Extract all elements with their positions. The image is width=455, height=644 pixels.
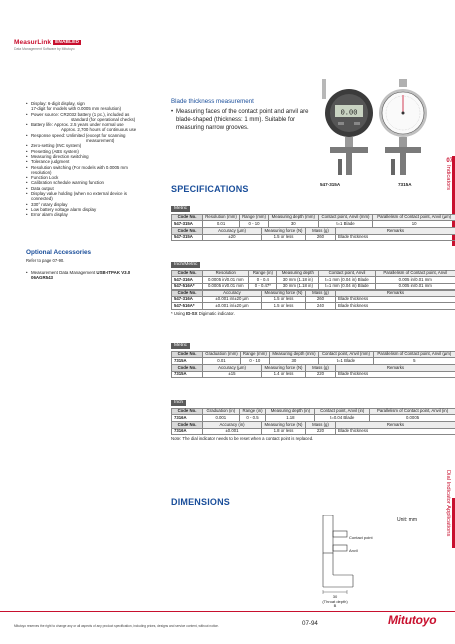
- table-cell: Blade thickness: [336, 303, 455, 309]
- feature-item: • Display: 6-digit display, sign: [26, 101, 144, 106]
- header-cell: Code No.: [172, 271, 203, 277]
- header-cell: Graduation (mm): [203, 352, 241, 358]
- header-cell: Contact point, Anvil: [319, 271, 375, 277]
- spec-table: [171, 227, 455, 241]
- header-cell: Remarks: [336, 422, 455, 428]
- spec-table: [171, 408, 455, 422]
- feature-item: Approx. 2,700 hours of continuous use: [61, 127, 137, 133]
- table-cell: Blade thickness: [336, 428, 455, 434]
- header-cell: Measuring force (N): [262, 365, 306, 371]
- dial-thickness-gauge-image: [375, 77, 431, 181]
- header-cell: Code No.: [172, 290, 203, 296]
- header-cell: Measuring depth (mm): [268, 215, 318, 221]
- dimensions-unit: Unit: mm: [397, 517, 417, 523]
- table-cell: 1.5 or less: [262, 297, 306, 303]
- table-cell: 260: [306, 297, 336, 303]
- mitutoyo-logo: Mitutoyo: [388, 613, 437, 627]
- header-cell: Accuracy: [203, 290, 262, 296]
- feature-item: • Low battery voltage alarm display: [26, 207, 144, 212]
- header-cell: Measuring depth: [277, 271, 319, 277]
- table-cell: 1.5 or less: [262, 303, 306, 309]
- footer-rule: [0, 611, 455, 612]
- table-row: [172, 371, 455, 377]
- table-cell: 220: [306, 371, 336, 377]
- header-cell: Mass (g): [306, 228, 336, 234]
- feature-item: • Calibration schedule warning function: [26, 180, 144, 185]
- feature-item: measurement): [86, 138, 115, 144]
- inch-metric-tag: Inch/Metric: [171, 262, 200, 268]
- table-cell: 10: [373, 221, 455, 227]
- feature-item: • Power source: CR2032 battery (1 pc.), included as: [26, 112, 144, 117]
- header-cell: Contact point, Anvil (mm): [318, 215, 373, 221]
- header-cell: Parallelism of Contact point, Anvil: [375, 271, 455, 277]
- table-cell: 1.18: [266, 415, 315, 421]
- feature-item: • Tolerance judgment: [26, 159, 144, 164]
- header-cell: Remarks: [336, 228, 455, 234]
- header-cell: Remarks: [336, 290, 455, 296]
- spec-table: [171, 270, 455, 290]
- header-cell: Resolution (mm): [203, 215, 240, 221]
- image-caption-left: 547-315A: [320, 182, 341, 187]
- table-cell: 30: [269, 358, 318, 364]
- header-cell: Resolution: [203, 271, 249, 277]
- spec-table: [171, 290, 455, 310]
- table-row: [172, 303, 455, 309]
- dim-label-depth-text: (Throat depth): [322, 599, 348, 604]
- optional-item-prefix: Measurement Data Management: [31, 270, 96, 275]
- table-cell: 1.4 or less: [262, 371, 306, 377]
- table-cell: 1.5 or less: [262, 234, 306, 240]
- code-cell: 7315A: [172, 358, 203, 364]
- table-cell: t=1 mm (0.04 in) Blade: [319, 283, 375, 289]
- dim-label-anvil: Anvil: [349, 548, 358, 553]
- header-cell: Measuring force (N): [262, 290, 306, 296]
- feature-item: 17-digit for models with 0.0005 mm resolution): [31, 106, 122, 112]
- table-cell: ±0.001: [203, 428, 262, 434]
- section-side-label: Dial Indicator Applications: [445, 470, 451, 537]
- optional-accessories-ref: Refer to page 07-90.: [26, 258, 65, 263]
- table-cell: 0 - 10: [240, 358, 269, 364]
- feature-item: resolution): [31, 169, 52, 175]
- table-cell: 0 - 0.47*: [249, 283, 277, 289]
- logo-subtitle: Data Management Software by Mitutoyo: [14, 47, 75, 51]
- header-cell: Range (in): [249, 271, 277, 277]
- metric-tag: Metric: [171, 206, 190, 212]
- table-cell: t=0.04 Blade: [315, 415, 370, 421]
- spec-section-inch: [171, 390, 455, 441]
- header-cell: Code No.: [172, 352, 203, 358]
- table-row: [172, 234, 455, 240]
- inch-tag: Inch: [171, 400, 186, 406]
- feature-item: • Battery life: Approx. 2.5 years under normal use: [26, 122, 144, 127]
- optional-accessory-item: [26, 270, 144, 281]
- header-cell: Accuracy (in): [203, 422, 262, 428]
- table-cell: ±20: [203, 234, 262, 240]
- footer-disclaimer: Mitutoyo reserves the right to change any or all aspects of any product specification, including prices, designs and service content, without notice.: [14, 624, 219, 628]
- code-cell: 547-315A: [172, 221, 203, 227]
- table-cell: 0.0005 in/0.01 mm: [203, 283, 249, 289]
- logo-text: MeasurLink: [14, 39, 52, 46]
- code-cell: 7316A: [172, 415, 203, 421]
- table-cell: 30 mm (1.18 in): [277, 277, 319, 283]
- optional-item-code: USB-ITPAK V3.0 06AGR543: [31, 270, 131, 281]
- spec-table: [171, 214, 455, 228]
- table-cell: 0.0005 in/0.01 mm: [203, 277, 249, 283]
- note-model: ID-SX: [186, 310, 198, 316]
- header-cell: Measuring depth (mm): [269, 352, 318, 358]
- header-cell: Range (in): [239, 409, 266, 415]
- table-cell: 5: [373, 358, 455, 364]
- table-cell: t=1 Blade: [318, 221, 373, 227]
- code-cell: 547-315A: [172, 234, 203, 240]
- dimension-drawing: [318, 515, 388, 607]
- table-cell: ±0.001 in/±20 µm: [203, 297, 262, 303]
- optional-accessories-title: Optional Accessories: [26, 249, 92, 256]
- table-cell: ±15: [203, 371, 262, 377]
- gauge-display-value: 0.00: [340, 109, 358, 118]
- table-cell: 0.0005: [370, 415, 455, 421]
- specifications-title: SPECIFICATIONS: [171, 184, 249, 194]
- header-cell: Parallelism of Contact point, Anvil (µm): [373, 215, 455, 221]
- table-cell: 0.01: [203, 358, 241, 364]
- spec-table: [171, 421, 455, 435]
- spec-section-metric-1: [171, 196, 455, 241]
- feature-item: standard (for operational checks): [71, 116, 136, 122]
- metric-tag: Metric: [171, 343, 190, 349]
- logo-badge: ENABLED: [55, 40, 80, 45]
- code-cell: 547-316A: [172, 297, 203, 303]
- header-cell: Measuring force (N): [262, 228, 306, 234]
- code-cell: 547-516A*: [172, 303, 203, 309]
- dim-label-b: B: [333, 603, 337, 607]
- header-cell: Accuracy (µm): [203, 228, 262, 234]
- header-cell: Range (mm): [240, 352, 269, 358]
- header-cell: Mass (g): [306, 422, 336, 428]
- header-cell: Contact point, Anvil (mm): [319, 352, 374, 358]
- header-cell: Accuracy (µm): [203, 365, 262, 371]
- blade-section-title: Blade thickness measurement: [171, 98, 254, 105]
- header-cell: Contact point, Anvil (in): [315, 409, 370, 415]
- header-cell: Measuring depth (in): [266, 409, 315, 415]
- table-cell: 0 - 10: [240, 221, 269, 227]
- note-prefix: * Using: [171, 310, 187, 316]
- table-cell: 260: [306, 234, 336, 240]
- feature-item: • Measuring direction switching: [26, 154, 144, 159]
- table-cell: Blade thickness: [336, 371, 455, 377]
- feature-item: • Presetting (ABS system): [26, 149, 144, 154]
- spec-section-inch-metric: [171, 252, 455, 316]
- table-cell: Blade thickness: [336, 234, 455, 240]
- feature-list: [26, 101, 144, 218]
- table-cell: Blade thickness: [336, 297, 455, 303]
- table-cell: 0 - 0.5: [239, 415, 266, 421]
- page-number: 07-94: [302, 620, 318, 627]
- header-cell: Remarks: [336, 365, 455, 371]
- chapter-tab-number: 07: [446, 158, 453, 164]
- header-cell: Parallelism of Contact point, Anvil (in): [370, 409, 455, 415]
- table-cell: 0 - 0.4: [249, 277, 277, 283]
- dim-label-contact: Contact point: [349, 535, 373, 540]
- header-cell: Mass (g): [306, 290, 336, 296]
- feature-item: connected): [31, 196, 53, 202]
- table-cell: 1.8 or less: [262, 428, 306, 434]
- code-cell: 547-316A: [172, 277, 203, 283]
- table-cell: 30 mm (1.18 in): [277, 283, 319, 289]
- feature-item: • Function Lock: [26, 175, 144, 180]
- table-cell: 0.005 in/0.01 mm: [375, 277, 455, 283]
- header-cell: Range (mm): [240, 215, 269, 221]
- table-cell: 240: [306, 303, 336, 309]
- spec-table: [171, 364, 455, 378]
- measurlink-logo: [14, 39, 81, 51]
- note-suffix: Digimatic indicator.: [197, 310, 235, 316]
- feature-item: • Resolution switching (For models with 0.0005 mm: [26, 165, 144, 170]
- table-cell: 0.005 in/0.01 mm: [375, 283, 455, 289]
- spec-footnote: Note: The dial indicator needs to be reset when a contact point is replaced.: [171, 436, 314, 442]
- code-cell: 7316A: [172, 428, 203, 434]
- spec-table: [171, 351, 455, 365]
- inch-metric-note: [171, 311, 455, 316]
- table-row: [172, 428, 455, 434]
- feature-item: • Error alarm display: [26, 212, 144, 217]
- feature-item: • Response speed: Unlimited (except for scanning: [26, 133, 144, 138]
- blade-section-text: • Measuring faces of the contact point and anvil are blade-shaped (thickness: 1 mm). Suitable for measuring narrow grooves.: [171, 109, 321, 132]
- code-cell: 547-516A*: [172, 283, 203, 289]
- header-cell: Mass (g): [306, 365, 336, 371]
- header-cell: Code No.: [172, 422, 203, 428]
- header-cell: Graduation (in): [203, 409, 240, 415]
- chapter-tab-label: Indicators: [445, 165, 451, 191]
- table-cell: t=1 Blade: [319, 358, 374, 364]
- dim-label-depth-value: 30: [332, 594, 338, 599]
- header-cell: Code No.: [172, 228, 203, 234]
- code-cell: 7315A: [172, 371, 203, 377]
- digital-thickness-gauge-image: [318, 77, 380, 181]
- table-cell: 30: [268, 221, 318, 227]
- feature-item: • Data output: [26, 186, 144, 191]
- spec-section-metric-2: [171, 333, 455, 378]
- table-cell: ±0.001 in/±20 µm: [203, 303, 262, 309]
- table-cell: 220: [306, 428, 336, 434]
- feature-item: • Zero-setting (INC system): [26, 143, 144, 148]
- image-caption-right: 7315A: [398, 182, 412, 187]
- table-cell: t=1 mm (0.04 in) Blade: [319, 277, 375, 283]
- feature-item: • 330° rotary display: [26, 202, 144, 207]
- header-cell: Parallelism of Contact point, Anvil (µm): [373, 352, 455, 358]
- table-cell: 0.01: [203, 221, 240, 227]
- header-cell: Code No.: [172, 409, 203, 415]
- header-cell: Code No.: [172, 365, 203, 371]
- header-cell: Code No.: [172, 215, 203, 221]
- feature-item: • Display value holding (when no external device is: [26, 191, 144, 196]
- table-cell: 0.001: [203, 415, 240, 421]
- dimensions-title: DIMENSIONS: [171, 497, 231, 507]
- header-cell: Measuring force (N): [262, 422, 306, 428]
